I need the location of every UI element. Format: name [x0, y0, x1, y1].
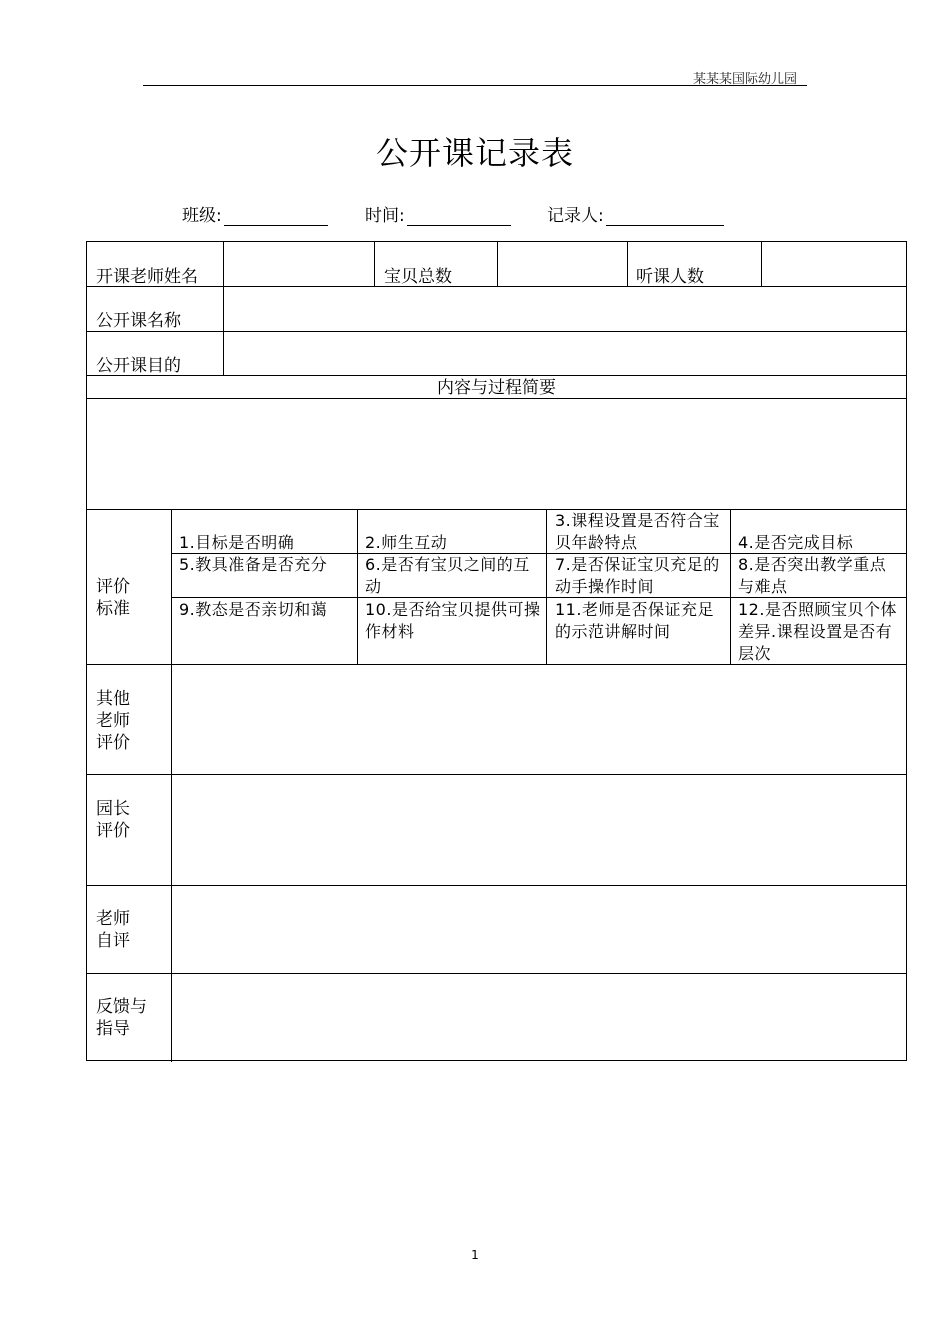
principal-eval-label: 园长 评价: [96, 799, 130, 841]
row-line: [87, 375, 906, 376]
col-line: [730, 509, 731, 664]
record-form-table: [86, 241, 907, 1061]
col-line: [374, 242, 375, 286]
header-org-name: 某某某国际幼儿园: [693, 72, 798, 87]
criterion-2: 2.师生互动: [365, 533, 448, 552]
feedback-label: 反馈与 指导: [96, 997, 147, 1039]
content-summary-header: 内容与过程简要: [437, 378, 556, 398]
col-line: [497, 242, 498, 286]
evaluation-label: 评价 标准: [96, 577, 130, 619]
row-line: [87, 509, 906, 510]
criterion-9: 9.教态是否亲切和蔼: [179, 600, 328, 619]
class-field[interactable]: [182, 201, 328, 226]
time-field[interactable]: [365, 201, 511, 226]
recorder-label: 记录人:: [547, 206, 604, 226]
row-line: [87, 885, 906, 886]
criterion-7: 7.是否保证宝贝充足的动手操作时间: [555, 555, 720, 596]
header-rule: [143, 85, 807, 86]
teacher-name-label: 开课老师姓名: [96, 267, 198, 287]
col-line: [223, 286, 224, 375]
page-title: 公开课记录表: [375, 134, 574, 172]
col-line: [357, 509, 358, 664]
row-line: [87, 774, 906, 775]
col-line: [627, 242, 628, 286]
col-line: [761, 242, 762, 286]
self-eval-label: 老师 自评: [96, 909, 130, 951]
class-label: 班级:: [182, 206, 222, 226]
criterion-8: 8.是否突出教学重点与难点: [738, 555, 887, 596]
row-line: [87, 331, 906, 332]
class-blank[interactable]: [224, 208, 328, 226]
criterion-4: 4.是否完成目标: [738, 533, 854, 552]
children-total-label: 宝贝总数: [384, 267, 452, 287]
time-blank[interactable]: [407, 208, 511, 226]
criterion-5: 5.教具准备是否充分: [179, 555, 328, 574]
criterion-11: 11.老师是否保证充足的示范讲解时间: [555, 600, 714, 641]
lesson-name-label: 公开课名称: [96, 311, 181, 331]
col-line: [223, 242, 224, 286]
recorder-field[interactable]: [547, 201, 724, 226]
row-line: [87, 286, 906, 287]
row-line: [87, 973, 906, 974]
col-line: [546, 509, 547, 664]
page-number: 1: [471, 1248, 479, 1262]
criterion-3: 3.课程设置是否符合宝贝年龄特点: [555, 511, 720, 552]
recorder-blank[interactable]: [606, 208, 724, 226]
criterion-1: 1.目标是否明确: [179, 533, 295, 552]
lesson-purpose-label: 公开课目的: [96, 356, 181, 376]
time-label: 时间:: [365, 206, 405, 226]
audience-count-label: 听课人数: [636, 267, 704, 287]
criterion-12: 12.是否照顾宝贝个体差异.课程设置是否有层次: [738, 600, 897, 663]
criterion-10: 10.是否给宝贝提供可操作材料: [365, 600, 541, 641]
criterion-6: 6.是否有宝贝之间的互动: [365, 555, 530, 596]
col-line: [171, 509, 172, 1062]
other-teacher-eval-label: 其他 老师 评价: [96, 689, 130, 753]
